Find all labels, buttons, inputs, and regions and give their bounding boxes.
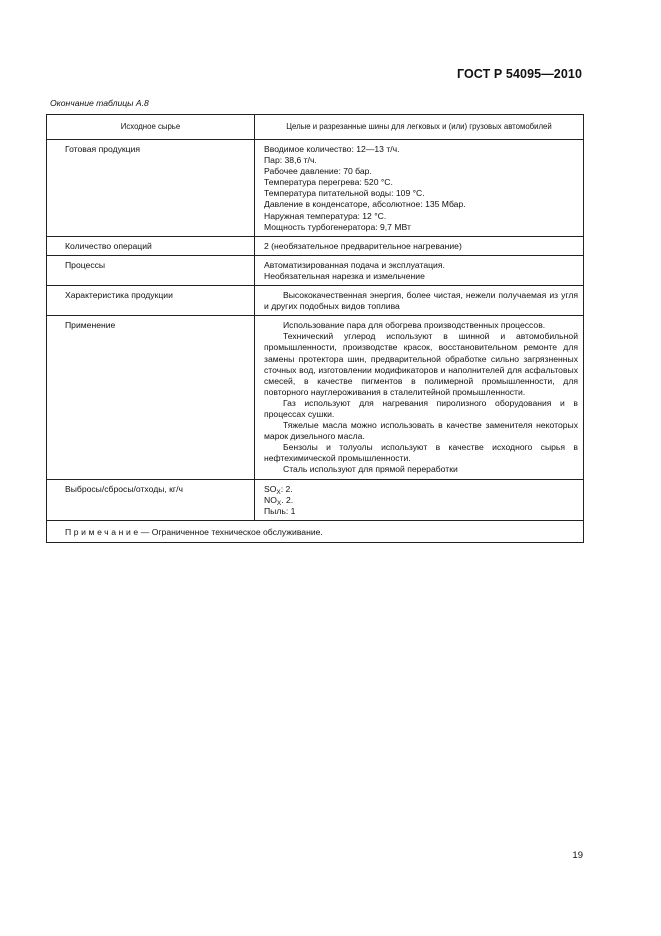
product-line: Пар: 38,6 т/ч. [264, 155, 317, 166]
table-row [47, 286, 584, 316]
table-row [47, 236, 584, 255]
product-line: Температура перегрева: 520 °С. [264, 177, 393, 188]
table-row [47, 255, 584, 285]
application-paragraph: Газ используют для нагревания пиролизного оборудования и в процессах сушки. [264, 397, 578, 419]
row-value-product [255, 140, 584, 237]
table-row [47, 479, 584, 520]
row-value-processes [255, 255, 584, 285]
application-paragraph: Технический углерод используют в шинной и автомобильной промышленности, производстве красок, восстановительном ремонте для замены протектора шин, предварительной обработке сильно загрязненных сточных вод, изготовлении модификаторов и наполнителей для асфальтовых смесей, в качестве пигментов в полимерной промышленности, для повторного науглероживания в сталелитейной промышленности. [264, 331, 578, 397]
column-header-tires: Целые и разрезанные шины для легковых и (или) грузовых автомобилей [255, 115, 584, 140]
row-label-characteristics: Характеристика продукции [47, 286, 255, 316]
emission-so-line [264, 484, 578, 495]
application-paragraph: Сталь используют для прямой переработки [283, 464, 458, 475]
row-label-emissions: Выбросы/сбросы/отходы, кг/ч [47, 479, 255, 520]
row-label-operations: Количество операций [47, 236, 255, 255]
row-label-product: Готовая продукция [47, 140, 255, 237]
row-value-application [255, 316, 584, 479]
table-header-row [47, 115, 584, 140]
process-line: Необязательная нарезка и измельчение [264, 270, 425, 281]
data-table [46, 114, 584, 543]
product-line: Вводимое количество: 12—13 т/ч. [264, 144, 400, 154]
table-caption: Окончание таблицы А.8 [50, 98, 149, 108]
no-formula: NO [264, 494, 277, 505]
application-paragraph: Использование пара для обогрева производственных процессов. [283, 320, 546, 331]
standard-number: ГОСТ Р 54095—2010 [456, 67, 582, 81]
table-row [47, 140, 584, 237]
column-header-raw-material: Исходное сырье [47, 115, 255, 140]
row-label-application: Применение [47, 316, 255, 479]
product-line: Температура питательной воды: 109 °С. [264, 188, 425, 199]
application-paragraph: Тяжелые масла можно использовать в качестве заменителя некоторых марок дизельного масла. [264, 420, 578, 442]
page-number: 19 [572, 850, 583, 861]
no-subscript: X [276, 499, 282, 507]
note-prefix: Примечание [65, 526, 141, 537]
product-line: Наружная температура: 12 °С. [264, 210, 387, 221]
table-note [47, 520, 584, 542]
process-line: Автоматизированная подача и эксплуатация. [264, 259, 445, 270]
note-text: — Ограниченное техническое обслуживание. [140, 526, 323, 537]
table-row [47, 316, 584, 479]
row-value-characteristics: Высококачественная энергия, более чистая, нежели получаемая из угля и других подобных видов топлива [255, 286, 584, 316]
product-line: Рабочее давление: 70 бар. [264, 166, 372, 177]
row-label-processes: Процессы [47, 255, 255, 285]
table-note-row [47, 520, 584, 542]
row-value-operations: 2 (необязательное предварительное нагревание) [255, 236, 584, 255]
so-value: : 2. [280, 483, 293, 494]
so-formula: SO [264, 483, 277, 494]
so-subscript: X [276, 488, 281, 496]
no-value: . 2. [281, 494, 294, 505]
product-line: Давление в конденсаторе, абсолютное: 135 Мбар. [264, 199, 466, 210]
product-line: Мощность турбогенератора: 9,7 МВт [264, 221, 411, 232]
application-paragraph: Бензолы и толуолы используют в качестве исходного сырья в нефтехимической промышленности. [264, 442, 578, 464]
row-value-emissions [255, 479, 584, 520]
emission-dust-line: Пыль: 1 [264, 505, 296, 516]
emission-no-line [264, 495, 578, 506]
